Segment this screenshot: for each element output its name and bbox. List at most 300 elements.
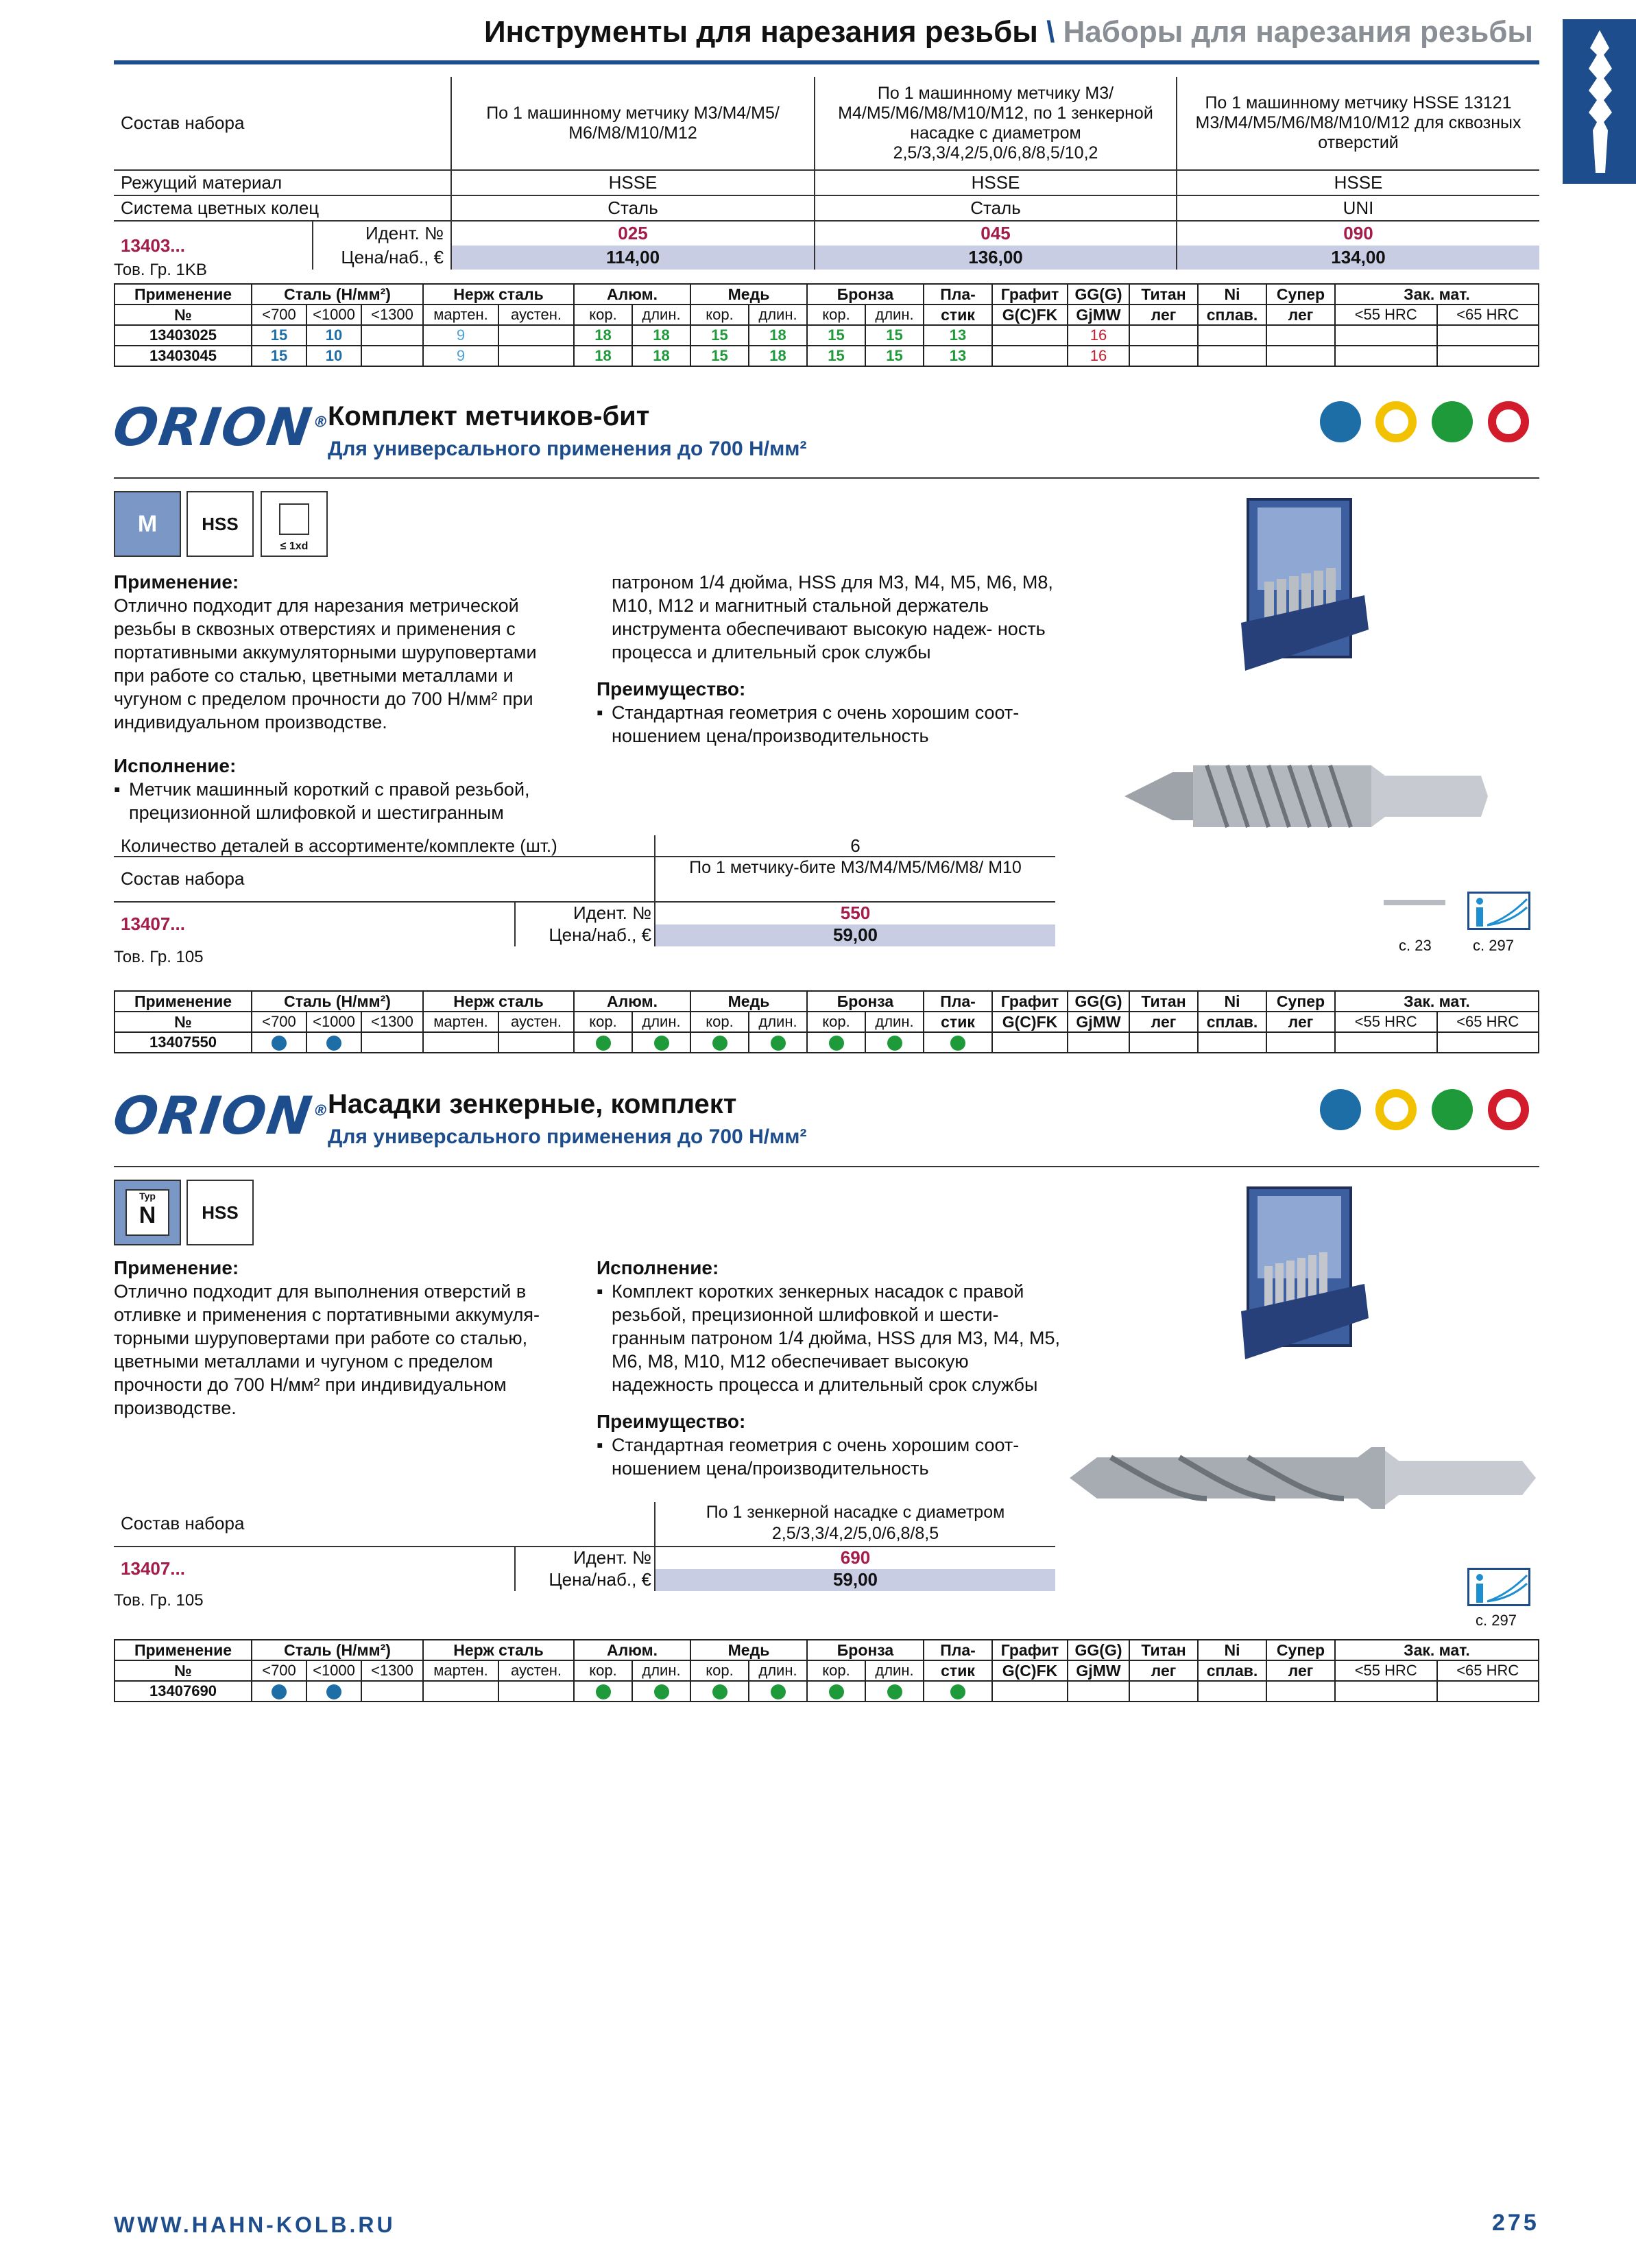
suitability-cell	[423, 1032, 498, 1053]
badge-type-n	[114, 1180, 181, 1245]
color-ring-red-icon	[1488, 1089, 1529, 1130]
section2-application	[114, 571, 566, 824]
sub-700: <700	[252, 1012, 306, 1032]
sub-no: №	[115, 1660, 252, 1681]
badge-hss: HSS	[187, 1180, 254, 1245]
suitable-dot-icon	[829, 1036, 844, 1051]
col-nickel: Ni	[1198, 991, 1266, 1012]
suitable-dot-icon	[950, 1036, 965, 1051]
grid-value: 15	[252, 346, 306, 366]
suitability-cell	[361, 1032, 423, 1053]
advantage-text: ▪ Стандартная геометрия с очень хорошим соот- ношением цена/производительность	[597, 1433, 1063, 1480]
suitability-cell	[924, 1681, 992, 1702]
col-plastic: Пла-	[924, 1640, 992, 1660]
color-2: Сталь	[815, 195, 1177, 221]
sub-1000: <1000	[306, 305, 361, 325]
tap-icon	[1576, 27, 1623, 176]
set-composition-value: По 1 метчику-бите M3/M4/M5/M6/M8/ M10	[654, 857, 1055, 903]
article-code: 13407...	[121, 914, 185, 934]
sub-long: длин.	[749, 1660, 807, 1681]
grid-value	[1266, 346, 1335, 366]
col-hardened: Зак. мат.	[1335, 284, 1539, 305]
sub-alloys: сплав.	[1198, 1660, 1266, 1681]
sub-700: <700	[252, 1660, 306, 1681]
suitability-cell	[865, 1032, 924, 1053]
sub-1300: <1300	[361, 1012, 423, 1032]
col-superalloy: Супер	[1266, 991, 1335, 1012]
price-value: 59,00	[654, 924, 1055, 946]
grid-value: 13	[924, 325, 992, 346]
grid-value	[1198, 325, 1266, 346]
suitability-cell	[865, 1681, 924, 1702]
info-icon[interactable]	[1467, 1568, 1530, 1606]
suitable-dot-icon	[712, 1036, 727, 1051]
sub-long: длин.	[749, 305, 807, 325]
badge-type-label: Typ	[139, 1191, 156, 1202]
suitability-cell	[807, 1681, 865, 1702]
sub-gcfk: G(C)FK	[992, 305, 1068, 325]
table-row	[115, 1032, 1539, 1053]
suitability-cell	[1129, 1681, 1198, 1702]
suitability-cell	[574, 1032, 632, 1053]
suitability-cell	[992, 1681, 1068, 1702]
sub-alloy: лег	[1129, 1660, 1198, 1681]
page-ref-23[interactable]: с. 23	[1399, 937, 1432, 954]
sub-alloy: лег	[1129, 305, 1198, 325]
suitability-cell	[1068, 1681, 1129, 1702]
grid-value: 18	[574, 346, 632, 366]
col-cast-iron: GG(G)	[1068, 1640, 1129, 1660]
col-stainless: Нерж сталь	[423, 1640, 574, 1660]
grid-value: 13	[924, 346, 992, 366]
row-article-no[interactable]: 13403025	[115, 325, 252, 346]
sub-55hrc: <55 HRC	[1335, 1012, 1437, 1032]
suitability-cell	[306, 1032, 361, 1053]
sub-long: длин.	[865, 1012, 924, 1032]
sub-alloy: лег	[1266, 1012, 1335, 1032]
sub-short: кор.	[574, 305, 632, 325]
suitable-dot-icon	[712, 1684, 727, 1699]
sub-no: №	[115, 305, 252, 325]
grid-value	[992, 346, 1068, 366]
grid-value: 16	[1068, 325, 1129, 346]
color-3: UNI	[1177, 195, 1539, 221]
sub-alloy: лег	[1266, 1660, 1335, 1681]
set-table-2	[114, 835, 1055, 946]
advantage-text: ▪ Стандартная геометрия с очень хорошим соот- ношением цена/производительность	[597, 701, 1063, 748]
set-col3: По 1 машинному метчику HSSE 13121 M3/M4/M5/M6/M8/M10/M12 для сквозных отверстий	[1177, 77, 1539, 170]
set-col1: По 1 машинному метчику M3/M4/M5/ M6/M8/M10/M12	[451, 77, 815, 170]
sub-alloy: лег	[1129, 1012, 1198, 1032]
suitability-cell	[252, 1032, 306, 1053]
execution-heading: Исполнение:	[597, 1257, 719, 1278]
application-text: Отлично подходит для выполнения отверстий в отливке и применения с портативными аккумуля- торными шуруповертами при работе со сталью, цветными металлами и чугуном с пределом прочности до 700 Н/мм² при индивидуальном производстве.	[114, 1281, 540, 1418]
suitability-cell	[749, 1032, 807, 1053]
grid-value: 15	[807, 325, 865, 346]
suitable-dot-icon	[326, 1036, 341, 1051]
col-hardened: Зак. мат.	[1335, 1640, 1539, 1660]
product-group: Тов. Гр. 105	[114, 948, 204, 966]
sub-martensitic: мартен.	[423, 1012, 498, 1032]
page-number: 275	[1492, 2210, 1539, 2236]
col-titanium: Титан	[1129, 284, 1198, 305]
set-composition-value: По 1 зенкерной насадке с диаметром 2,5/3,3/4,2/5,0/6,8/8,5	[654, 1502, 1055, 1547]
sub-gjmw: GjMW	[1068, 1660, 1129, 1681]
suitability-cell	[498, 1032, 574, 1053]
suitable-dot-icon	[771, 1684, 786, 1699]
info-icon[interactable]	[1467, 892, 1530, 930]
application-grid-3	[114, 1639, 1539, 1702]
article-code: 13403...	[114, 221, 313, 270]
color-ring-blue-icon	[1320, 401, 1361, 442]
suitability-cell	[749, 1681, 807, 1702]
suitability-cell	[1198, 1681, 1266, 1702]
col-steel: Сталь (Н/мм²)	[252, 991, 423, 1012]
tap-set-case-image	[1234, 492, 1371, 691]
grid-value: 18	[574, 325, 632, 346]
suitable-dot-icon	[950, 1684, 965, 1699]
col-plastic: Пла-	[924, 284, 992, 305]
suitability-cell	[1335, 1032, 1437, 1053]
set-composition-label: Состав набора	[121, 1513, 245, 1533]
grid-value	[361, 325, 423, 346]
sub-long: длин.	[749, 1012, 807, 1032]
ident-value[interactable]: 550	[654, 903, 1055, 924]
application-heading: Применение:	[114, 1257, 239, 1278]
countersink-set-case-image	[1234, 1181, 1371, 1380]
col-graphite: Графит	[992, 991, 1068, 1012]
set-table-1	[114, 77, 1539, 270]
grid-value	[361, 346, 423, 366]
col-copper: Медь	[690, 991, 807, 1012]
orion-logo: ORION®	[109, 1085, 331, 1146]
grid-value: 15	[807, 346, 865, 366]
col-bronze: Бронза	[807, 1640, 924, 1660]
price-label: Цена/наб., €	[549, 1569, 651, 1590]
grid-value: 10	[306, 325, 361, 346]
sub-martensitic: мартен.	[423, 305, 498, 325]
grid-value	[1129, 346, 1198, 366]
suitability-cell	[1129, 1032, 1198, 1053]
color-system-label: Система цветных колец	[114, 195, 451, 221]
sub-gjmw: GjMW	[1068, 305, 1129, 325]
sub-austenitic: аустен.	[498, 305, 574, 325]
col-titanium: Титан	[1129, 991, 1198, 1012]
execution-text: ▪ Комплект коротких зенкерных насадок с правой резьбой, прецизионной шлифовкой и шести- гранным патроном 1/4 дюйма, HSS для M3, M4, M5, M6, M8, M10, M12 обеспечивает высокую надежность процесса и длительный срок службы	[597, 1280, 1063, 1396]
article-code: 13407...	[121, 1558, 185, 1579]
col-application: Применение	[115, 1640, 252, 1660]
suitability-cell	[306, 1681, 361, 1702]
ident-3[interactable]: 090	[1343, 223, 1373, 243]
grid-value: 15	[690, 325, 749, 346]
section3-application	[114, 1256, 580, 1420]
col-aluminium: Алюм.	[574, 284, 690, 305]
sub-1300: <1300	[361, 305, 423, 325]
grid-value: 15	[252, 325, 306, 346]
badge-depth-icon: ≤ 1xd	[261, 491, 328, 557]
sub-1000: <1000	[306, 1660, 361, 1681]
set-col2: По 1 машинному метчику M3/ M4/M5/M6/M8/M10/M12, по 1 зенкерной насадке с диаметром 2,5/3,3/4,2/5,0/6,8/8,5/10,2	[815, 77, 1177, 170]
sub-long: длин.	[632, 305, 690, 325]
suitable-dot-icon	[596, 1036, 611, 1051]
col-hardened: Зак. мат.	[1335, 991, 1539, 1012]
ident-label: Идент. №	[313, 221, 451, 246]
col-application: Применение	[115, 284, 252, 305]
sub-alloys: сплав.	[1198, 1012, 1266, 1032]
col-cast-iron: GG(G)	[1068, 284, 1129, 305]
badge-type-value: N	[139, 1202, 156, 1228]
sub-short: кор.	[690, 1660, 749, 1681]
suitability-cell	[1437, 1032, 1539, 1053]
sub-short: кор.	[690, 305, 749, 325]
suitable-dot-icon	[829, 1684, 844, 1699]
grid-value	[498, 325, 574, 346]
sub-alloy: лег	[1266, 305, 1335, 325]
ident-value[interactable]: 690	[654, 1547, 1055, 1569]
price-label: Цена/наб., €	[313, 246, 451, 270]
grid-value	[1266, 325, 1335, 346]
col-superalloy: Супер	[1266, 284, 1335, 305]
suitable-dot-icon	[654, 1036, 669, 1051]
suitability-cell	[992, 1032, 1068, 1053]
sub-1300: <1300	[361, 1660, 423, 1681]
suitability-cell	[1266, 1681, 1335, 1702]
suitability-cell	[924, 1032, 992, 1053]
application-grid-1	[114, 283, 1539, 367]
grid-value	[1335, 346, 1437, 366]
color-ring-green-icon	[1432, 1089, 1473, 1130]
header-rule	[114, 60, 1539, 64]
sub-plastic: стик	[924, 1660, 992, 1681]
ident-label: Идент. №	[573, 903, 651, 923]
sub-1000: <1000	[306, 1012, 361, 1032]
col-aluminium: Алюм.	[574, 991, 690, 1012]
application-heading: Применение:	[114, 571, 239, 593]
suitability-cell	[423, 1681, 498, 1702]
orion-logo: ORION®	[109, 396, 331, 457]
sub-long: длин.	[865, 1660, 924, 1681]
suitability-cell	[252, 1681, 306, 1702]
row-article-no[interactable]: 13407690	[115, 1681, 252, 1702]
row-article-no[interactable]: 13407550	[115, 1032, 252, 1053]
suitable-dot-icon	[771, 1036, 786, 1051]
sub-short: кор.	[574, 1012, 632, 1032]
sub-austenitic: аустен.	[498, 1012, 574, 1032]
suitable-dot-icon	[654, 1684, 669, 1699]
col-bronze: Бронза	[807, 284, 924, 305]
grid-value: 9	[423, 325, 498, 346]
grid-value: 10	[306, 346, 361, 366]
col-application: Применение	[115, 991, 252, 1012]
suitability-cell	[1437, 1681, 1539, 1702]
page-ref-297[interactable]: с. 297	[1476, 1612, 1517, 1629]
sub-austenitic: аустен.	[498, 1660, 574, 1681]
col-nickel: Ni	[1198, 1640, 1266, 1660]
grid-value: 18	[749, 346, 807, 366]
table-row	[115, 1681, 1539, 1702]
col-copper: Медь	[690, 284, 807, 305]
section3-subtitle: Для универсального применения до 700 Н/мм²	[328, 1125, 807, 1148]
grid-value: 18	[632, 346, 690, 366]
sub-long: длин.	[865, 305, 924, 325]
sub-alloys: сплав.	[1198, 305, 1266, 325]
suitable-dot-icon	[326, 1684, 341, 1699]
section-rule	[114, 477, 1539, 479]
sub-short: кор.	[807, 1012, 865, 1032]
set-table-3	[114, 1502, 1055, 1591]
sub-gcfk: G(C)FK	[992, 1012, 1068, 1032]
set-composition-label: Состав набора	[114, 77, 451, 170]
grid-value: 18	[632, 325, 690, 346]
col-steel: Сталь (Н/мм²)	[252, 284, 423, 305]
col-stainless: Нерж сталь	[423, 991, 574, 1012]
col-nickel: Ni	[1198, 284, 1266, 305]
col-copper: Медь	[690, 1640, 807, 1660]
sub-65hrc: <65 HRC	[1437, 1012, 1539, 1032]
ident-1[interactable]: 025	[451, 221, 815, 246]
suitable-dot-icon	[272, 1036, 287, 1051]
footer-url-link[interactable]: WWW.HAHN-KOLB.RU	[114, 2212, 396, 2237]
sub-no: №	[115, 1012, 252, 1032]
tap-bit-image	[1124, 745, 1495, 848]
suitability-cell	[574, 1681, 632, 1702]
advantage-heading: Преимущество:	[597, 1411, 746, 1432]
col-cast-iron: GG(G)	[1068, 991, 1129, 1012]
price-1: 114,00	[451, 246, 815, 270]
execution-heading: Исполнение:	[114, 755, 237, 776]
badge-hss: HSS	[187, 491, 254, 557]
suitability-cell	[632, 1032, 690, 1053]
sub-700: <700	[252, 305, 306, 325]
grid-value	[1437, 325, 1539, 346]
product-group: Тов. Гр. 105	[114, 1591, 204, 1610]
color-ring-green-icon	[1432, 401, 1473, 442]
col-plastic: Пла-	[924, 991, 992, 1012]
sub-long: длин.	[632, 1012, 690, 1032]
section3-column2	[597, 1256, 1063, 1480]
grid-value	[1437, 346, 1539, 366]
color-ring-yellow-icon	[1375, 401, 1417, 442]
suitable-dot-icon	[887, 1036, 902, 1051]
grid-value	[1335, 325, 1437, 346]
suitability-cell	[632, 1681, 690, 1702]
quantity-label: Количество деталей в ассортименте/комплекте (шт.)	[121, 835, 557, 856]
color-ring-red-icon	[1488, 401, 1529, 442]
suitability-cell	[1266, 1032, 1335, 1053]
col-aluminium: Алюм.	[574, 1640, 690, 1660]
grid-value: 18	[749, 325, 807, 346]
sub-gjmw: GjMW	[1068, 1012, 1129, 1032]
badge-metric: M	[114, 491, 181, 557]
execution-text: ▪ Метчик машинный короткий с правой резьбой, прецизионной шлифовкой и шестигранным	[114, 778, 566, 824]
grid-value: 15	[865, 346, 924, 366]
grid-value: 9	[423, 346, 498, 366]
suitability-cell	[1335, 1681, 1437, 1702]
price-3: 134,00	[1177, 246, 1539, 270]
page-ref-297[interactable]: с. 297	[1473, 937, 1514, 954]
application-text: Отлично подходит для нарезания метрической резьбы в сквозных отверстиях и применения с портативными аккумуляторными шуруповертами при работе со сталью, цветными металлами и чугуном с пределом прочности до 700 Н/мм² при индивидуальном производстве.	[114, 595, 537, 732]
suitability-cell	[498, 1681, 574, 1702]
grid-value: 15	[865, 325, 924, 346]
execution-text-cont: патроном 1/4 дюйма, HSS для M3, M4, M5, M6, M8, M10, M12 и магнитный стальной держатель инструмента обеспечивают высокую надеж- ность процесса и длительный срок службы	[612, 572, 1053, 663]
sub-short: кор.	[574, 1660, 632, 1681]
material-1: HSSE	[451, 170, 815, 195]
material-label: Режущий материал	[114, 170, 451, 195]
advantage-heading: Преимущество:	[597, 678, 746, 700]
sub-long: длин.	[632, 1660, 690, 1681]
grid-value: 15	[690, 346, 749, 366]
breadcrumb-separator: \	[1046, 15, 1055, 49]
suitability-cell	[690, 1681, 749, 1702]
table-row	[115, 325, 1539, 346]
suitability-cell	[690, 1032, 749, 1053]
section3-title: Насадки зенкерные, комплект	[328, 1089, 737, 1119]
section-tab[interactable]	[1563, 19, 1636, 184]
sub-martensitic: мартен.	[423, 1660, 498, 1681]
sub-gcfk: G(C)FK	[992, 1660, 1068, 1681]
application-grid-2	[114, 990, 1539, 1053]
sub-55hrc: <55 HRC	[1335, 1660, 1437, 1681]
category-title: Инструменты для нарезания резьбы	[483, 15, 1038, 49]
sub-short: кор.	[807, 305, 865, 325]
sub-65hrc: <65 HRC	[1437, 305, 1539, 325]
section2-title: Комплект метчиков-бит	[328, 401, 650, 431]
color-ring-yellow-icon	[1375, 1089, 1417, 1130]
suitability-cell	[807, 1032, 865, 1053]
material-2: HSSE	[815, 170, 1177, 195]
section-rule	[114, 1166, 1539, 1167]
sub-plastic: стик	[924, 305, 992, 325]
sub-short: кор.	[807, 1660, 865, 1681]
col-superalloy: Супер	[1266, 1640, 1335, 1660]
row-article-no[interactable]: 13403045	[115, 346, 252, 366]
product-group: Тов. Гр. 1KB	[114, 261, 207, 279]
suitability-cell	[1198, 1032, 1266, 1053]
suitable-dot-icon	[272, 1684, 287, 1699]
col-bronze: Бронза	[807, 991, 924, 1012]
color-1: Сталь	[451, 195, 815, 221]
sub-55hrc: <55 HRC	[1335, 305, 1437, 325]
sub-65hrc: <65 HRC	[1437, 1660, 1539, 1681]
sub-short: кор.	[690, 1012, 749, 1032]
ident-2[interactable]: 045	[815, 221, 1177, 246]
color-ring-blue-icon	[1320, 1089, 1361, 1130]
countersink-bit-image	[1070, 1427, 1543, 1529]
page-header-title	[484, 15, 1533, 49]
col-graphite: Графит	[992, 284, 1068, 305]
grid-value: 16	[1068, 346, 1129, 366]
suitability-cell	[1068, 1032, 1129, 1053]
grid-value	[992, 325, 1068, 346]
price-label: Цена/наб., €	[549, 924, 651, 945]
table-row	[115, 346, 1539, 366]
subcategory-title: Наборы для нарезания резьбы	[1063, 15, 1533, 49]
grid-value	[1198, 346, 1266, 366]
grid-value	[498, 346, 574, 366]
suitable-dot-icon	[887, 1684, 902, 1699]
material-3: HSSE	[1177, 170, 1539, 195]
set-composition-label: Состав набора	[121, 868, 245, 889]
section2-column2	[597, 571, 1063, 748]
suitability-cell	[361, 1681, 423, 1702]
col-steel: Сталь (Н/мм²)	[252, 1640, 423, 1660]
grid-value	[1129, 325, 1198, 346]
col-graphite: Графит	[992, 1640, 1068, 1660]
col-titanium: Титан	[1129, 1640, 1198, 1660]
sub-plastic: стик	[924, 1012, 992, 1032]
ident-label: Идент. №	[573, 1547, 651, 1568]
price-2: 136,00	[815, 246, 1177, 270]
